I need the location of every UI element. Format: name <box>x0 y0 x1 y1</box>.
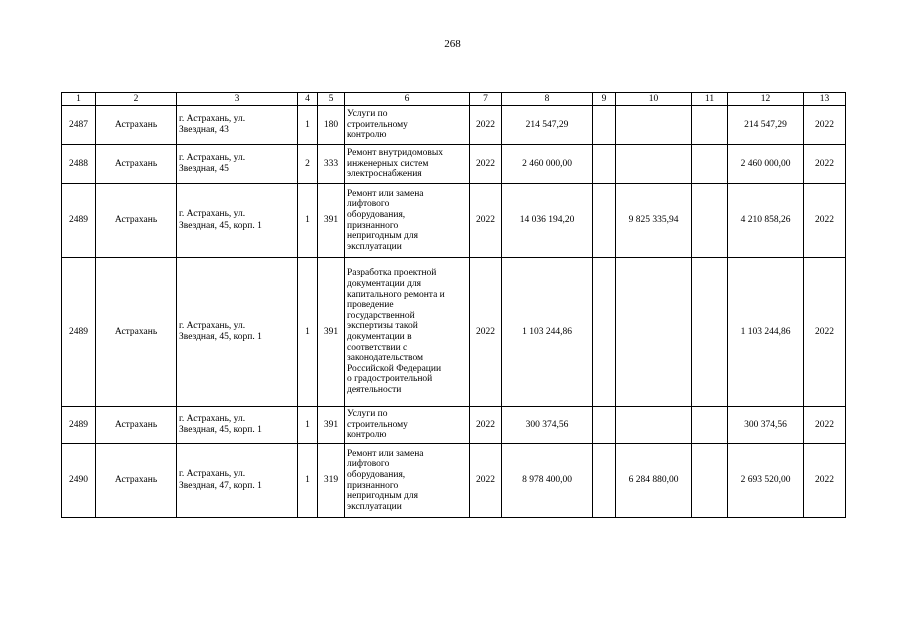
cell-year: 2022 <box>470 444 502 518</box>
cell-work <box>345 407 470 444</box>
cell-col9 <box>593 106 616 145</box>
cell-col13: 2022 <box>804 258 846 407</box>
cell-col13: 2022 <box>804 407 846 444</box>
cell-col10 <box>616 145 692 184</box>
cell-address-line: г. Астрахань, ул. <box>179 320 246 331</box>
cell-city: Астрахань <box>96 444 177 518</box>
cell-col11 <box>692 258 728 407</box>
column-header: 11 <box>692 93 728 106</box>
column-header: 2 <box>96 93 177 106</box>
cell-col5: 319 <box>318 444 345 518</box>
cell-col12: 4 210 858,26 <box>728 184 804 258</box>
cell-year: 2022 <box>470 145 502 184</box>
cell-col13: 2022 <box>804 184 846 258</box>
cell-col9 <box>593 258 616 407</box>
cell-city: Астрахань <box>96 184 177 258</box>
column-header: 3 <box>177 93 298 106</box>
cell-address-line: г. Астрахань, ул. <box>179 413 246 424</box>
cell-work-line: контролю <box>347 130 387 141</box>
cell-work-line: лифтового <box>347 459 390 470</box>
cell-total-cost: 2 460 000,00 <box>502 145 593 184</box>
column-header: 4 <box>298 93 318 106</box>
cell-work-line: оборудования, <box>347 209 406 220</box>
cell-address <box>177 444 298 518</box>
cell-col4: 1 <box>298 184 318 258</box>
cell-col9 <box>593 184 616 258</box>
cell-address-line: Звездная, 45, корп. 1 <box>179 425 262 435</box>
cell-number: 2490 <box>62 444 96 518</box>
column-header: 7 <box>470 93 502 106</box>
cell-work <box>345 106 470 145</box>
cell-col11 <box>692 444 728 518</box>
cell-address <box>177 106 298 145</box>
column-header: 8 <box>502 93 593 106</box>
table-row <box>62 145 846 184</box>
cell-col5: 391 <box>318 184 345 258</box>
cell-year: 2022 <box>470 184 502 258</box>
cell-work-line: государственной <box>347 310 415 321</box>
cell-city: Астрахань <box>96 145 177 184</box>
cell-number: 2489 <box>62 184 96 258</box>
cell-city: Астрахань <box>96 258 177 407</box>
column-header: 9 <box>593 93 616 106</box>
cell-work-line: Российской Федерации <box>347 363 442 374</box>
cell-work-line: Разработка проектной <box>347 268 437 279</box>
cell-col12: 2 693 520,00 <box>728 444 804 518</box>
cell-year: 2022 <box>470 407 502 444</box>
cell-address-line: Звездная, 45 <box>179 164 229 174</box>
cell-col9 <box>593 407 616 444</box>
cell-col4: 1 <box>298 444 318 518</box>
cell-work-line: электроснабжения <box>347 169 422 180</box>
cell-work-line: признанного <box>347 220 399 231</box>
cell-col10 <box>616 407 692 444</box>
cell-col9 <box>593 145 616 184</box>
cell-col5: 333 <box>318 145 345 184</box>
cell-work-line: законодательством <box>347 353 424 364</box>
cell-address-line: Звездная, 45, корп. 1 <box>179 220 262 231</box>
cell-work <box>345 444 470 518</box>
column-header: 12 <box>728 93 804 106</box>
cell-work <box>345 184 470 258</box>
cell-col13: 2022 <box>804 106 846 145</box>
column-header: 5 <box>318 93 345 106</box>
cell-col10 <box>616 258 692 407</box>
cell-work-line: экспертизы такой <box>347 321 418 332</box>
cell-work-line: Ремонт или замена <box>347 188 424 199</box>
page-number: 268 <box>444 38 461 50</box>
cell-total-cost: 8 978 400,00 <box>502 444 593 518</box>
cell-address-line: г. Астрахань, ул. <box>179 152 246 163</box>
cell-work-line: контролю <box>347 430 387 441</box>
cell-col4: 2 <box>298 145 318 184</box>
cell-work-line: соответствии с <box>347 342 408 353</box>
cell-address-line: Звездная, 45, корп. 1 <box>179 332 262 342</box>
cell-city: Астрахань <box>96 407 177 444</box>
cell-col13: 2022 <box>804 145 846 184</box>
cell-col12: 214 547,29 <box>728 106 804 145</box>
cell-work <box>345 258 470 407</box>
cell-col13: 2022 <box>804 444 846 518</box>
cell-work-line: строительному <box>347 419 408 430</box>
cell-col4: 1 <box>298 106 318 145</box>
cell-work-line: Услуги по <box>347 109 388 120</box>
cell-col10: 9 825 335,94 <box>616 184 692 258</box>
cell-number: 2489 <box>62 407 96 444</box>
cell-col5: 391 <box>318 407 345 444</box>
cell-number: 2489 <box>62 258 96 407</box>
cell-address-line: г. Астрахань, ул. <box>179 209 246 219</box>
cell-col12: 2 460 000,00 <box>728 145 804 184</box>
cell-col10: 6 284 880,00 <box>616 444 692 518</box>
column-header: 13 <box>804 93 846 106</box>
cell-work-line: признанного <box>347 480 399 491</box>
cell-address-line: Звездная, 43 <box>179 125 229 135</box>
cell-work-line: деятельности <box>347 384 402 395</box>
cell-col5: 391 <box>318 258 345 407</box>
cell-work-line: лифтового <box>347 199 390 210</box>
cell-work-line: документации для <box>347 279 422 290</box>
cell-address-line: г. Астрахань, ул. <box>179 469 246 479</box>
cell-work-line: о градостроительной <box>347 374 433 385</box>
cell-address <box>177 258 298 407</box>
cell-work-line: строительному <box>347 119 408 130</box>
column-header: 10 <box>616 93 692 106</box>
cell-col9 <box>593 444 616 518</box>
cell-city: Астрахань <box>96 106 177 145</box>
cell-year: 2022 <box>470 258 502 407</box>
cell-number: 2488 <box>62 145 96 184</box>
register-table <box>61 92 846 518</box>
cell-address-line: Звездная, 47, корп. 1 <box>179 480 262 491</box>
cell-work-line: эксплуатации <box>347 241 402 252</box>
cell-work-line: непригодным для <box>347 491 418 502</box>
cell-work-line: Ремонт или замена <box>347 448 424 459</box>
cell-col12: 1 103 244,86 <box>728 258 804 407</box>
cell-col11 <box>692 407 728 444</box>
cell-work-line: капитального ремонта и <box>347 289 445 300</box>
cell-col4: 1 <box>298 407 318 444</box>
cell-col11 <box>692 145 728 184</box>
cell-work <box>345 145 470 184</box>
cell-address <box>177 184 298 258</box>
cell-col11 <box>692 184 728 258</box>
table-row <box>62 106 846 145</box>
column-header: 1 <box>62 93 96 106</box>
cell-year: 2022 <box>470 106 502 145</box>
cell-col4: 1 <box>298 258 318 407</box>
column-header: 6 <box>345 93 470 106</box>
table-row <box>62 407 846 444</box>
cell-col11 <box>692 106 728 145</box>
cell-number: 2487 <box>62 106 96 145</box>
cell-total-cost: 300 374,56 <box>502 407 593 444</box>
cell-work-line: Услуги по <box>347 409 388 420</box>
cell-work-line: документации в <box>347 332 412 342</box>
table-row <box>62 184 846 258</box>
cell-total-cost: 214 547,29 <box>502 106 593 145</box>
cell-work-line: проведение <box>347 300 394 311</box>
cell-address-line: г. Астрахань, ул. <box>179 113 246 124</box>
table-row <box>62 258 846 407</box>
cell-work-line: оборудования, <box>347 469 406 480</box>
cell-work-line: инженерных систем <box>347 158 429 169</box>
cell-col10 <box>616 106 692 145</box>
cell-work-line: непригодным для <box>347 231 418 242</box>
cell-total-cost: 14 036 194,20 <box>502 184 593 258</box>
cell-total-cost: 1 103 244,86 <box>502 258 593 407</box>
cell-col5: 180 <box>318 106 345 145</box>
cell-work-line: Ремонт внутридомовых <box>347 148 443 159</box>
cell-address <box>177 145 298 184</box>
cell-work-line: эксплуатации <box>347 501 402 512</box>
table-body <box>62 106 846 518</box>
cell-col12: 300 374,56 <box>728 407 804 444</box>
cell-address <box>177 407 298 444</box>
header-row <box>62 93 846 106</box>
table-row <box>62 444 846 518</box>
